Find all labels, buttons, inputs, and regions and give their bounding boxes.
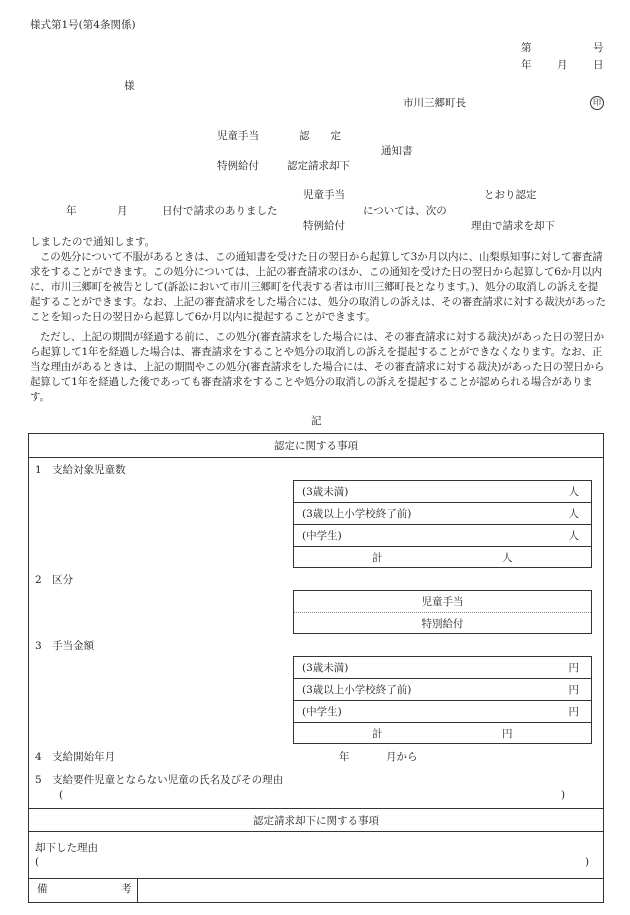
intro-month: 月 (117, 205, 128, 217)
row-label: (中学生) (302, 530, 342, 542)
table-total-row (294, 547, 591, 569)
table-row (294, 679, 591, 701)
item3-label: 3 手当金額 (35, 640, 95, 652)
total-label: 計 (372, 552, 383, 564)
intro-request: 日付で請求のありました (162, 205, 278, 217)
rejection-close-paren: ) (585, 856, 590, 868)
row-label: (3歳未満) (302, 662, 349, 674)
section-divider (29, 808, 603, 809)
child-count-table (293, 480, 592, 568)
table-row (294, 701, 591, 723)
addressee-sama: 様 (124, 80, 135, 92)
title-tsuchisho: 通知書 (381, 145, 413, 157)
form-label: 様式第1号(第4条関係) (30, 19, 136, 31)
item5-label: 5 支給要件児童とならない児童の氏名及びその理由 (35, 774, 284, 786)
rejection-heading: 認定請求却下に関する事項 (253, 815, 379, 827)
item5-open-paren: ( (59, 789, 64, 801)
details-frame (28, 433, 604, 903)
table-row (294, 481, 591, 503)
heading-divider (29, 457, 603, 458)
row-unit: 人 (568, 530, 579, 542)
row-unit: 人 (568, 486, 579, 498)
title-tokurei: 特例給付 (217, 160, 259, 172)
row-unit: 円 (568, 706, 579, 718)
total-unit: 円 (502, 728, 513, 740)
intro-tokurei: 特例給付 (303, 220, 345, 232)
row-unit: 人 (568, 508, 579, 520)
date-day: 日 (593, 59, 604, 71)
total-label: 計 (372, 728, 383, 740)
option-label: 児童手当 (421, 596, 464, 608)
rejection-heading-divider (29, 831, 603, 832)
table-total-row (294, 723, 591, 745)
intro-closing: しましたので通知します。 (30, 236, 156, 248)
intro-nitsuite: については、次の (363, 205, 447, 217)
issuer-name: 市川三郷町長 (403, 97, 466, 109)
total-unit: 人 (502, 552, 513, 564)
row-label: (3歳未満) (302, 486, 349, 498)
intro-kodomo: 児童手当 (303, 189, 345, 201)
row-unit: 円 (568, 662, 579, 674)
seal-icon: 印 (590, 96, 604, 110)
number-go: 号 (593, 42, 604, 54)
approval-heading: 認定に関する事項 (274, 440, 358, 452)
date-year: 年 (521, 59, 532, 71)
intro-year: 年 (66, 205, 77, 217)
title-nintei: 認 定 (299, 130, 341, 142)
row-unit: 円 (568, 684, 579, 696)
table-row (294, 503, 591, 525)
row-label: (3歳以上小学校終了前) (302, 684, 412, 696)
category-option (294, 613, 591, 635)
amount-table (293, 656, 592, 744)
item2-label: 2 区分 (35, 574, 74, 586)
table-row (294, 525, 591, 547)
item4-label: 4 支給開始年月 (35, 751, 116, 763)
row-label: (3歳以上小学校終了前) (302, 508, 412, 520)
remarks-divider (29, 878, 603, 879)
intro-toori: とおり認定 (484, 189, 537, 201)
body-paragraph-1: この処分について不服があるときは、この通知書を受けた日の翌日から起算して3か月以内に、山梨県知事に対して審査請求をすることができます。この処分については、上記の審査請求のほか、この通知を受けた日の翌日から起算して6か月以内に、市川三郷町を被告として(訴訟において市川三郷町を代表する者は市川三郷町長となります。)、処分の取消しの訴えを提起することができます。なお、上記の審査請求をした場合には、処分の取消しの訴えは、その審査請求に対する裁決があったことを知った日の翌日から起算して6か月以内に提起することができます。 (30, 251, 606, 323)
item1-label: 1 支給対象児童数 (35, 464, 126, 476)
remarks-vertical-divider (137, 878, 138, 902)
item4-year: 年 (339, 751, 350, 763)
option-label: 特別給付 (421, 618, 464, 630)
table-row (294, 657, 591, 679)
number-dai: 第 (521, 42, 532, 54)
intro-riyuu: 理由で請求を却下 (471, 220, 555, 232)
item4-month-from: 月から (386, 751, 418, 763)
ki-label: 記 (311, 415, 322, 427)
remarks-label-a: 備 (37, 883, 48, 895)
rejection-reason-label: 却下した理由 (35, 842, 98, 854)
item5-close-paren: ) (561, 789, 566, 801)
title-kyakka: 認定請求却下 (287, 160, 350, 172)
category-option (294, 591, 591, 613)
title-kodomo: 児童手当 (217, 130, 259, 142)
rejection-open-paren: ( (35, 856, 40, 868)
remarks-label-b: 考 (121, 883, 132, 895)
body-paragraph-2: ただし、上記の期間が経過する前に、この処分(審査請求をした場合には、その審査請求に対する裁決)があった日の翌日から起算して1年を経過した場合は、審査請求をすることや処分の取消しの訴えを提起することができなくなります。なお、正当な理由があるときは、上記の期間やこの処分(審査請求をした場合には、その審査請求に対する裁決)があった日の翌日から起算して1年を経過した後であっても審査請求をすることや処分の取消しの訴えを提起することが認められる場合があります。 (30, 331, 605, 403)
row-label: (中学生) (302, 706, 342, 718)
category-box (293, 590, 592, 634)
date-month: 月 (557, 59, 568, 71)
